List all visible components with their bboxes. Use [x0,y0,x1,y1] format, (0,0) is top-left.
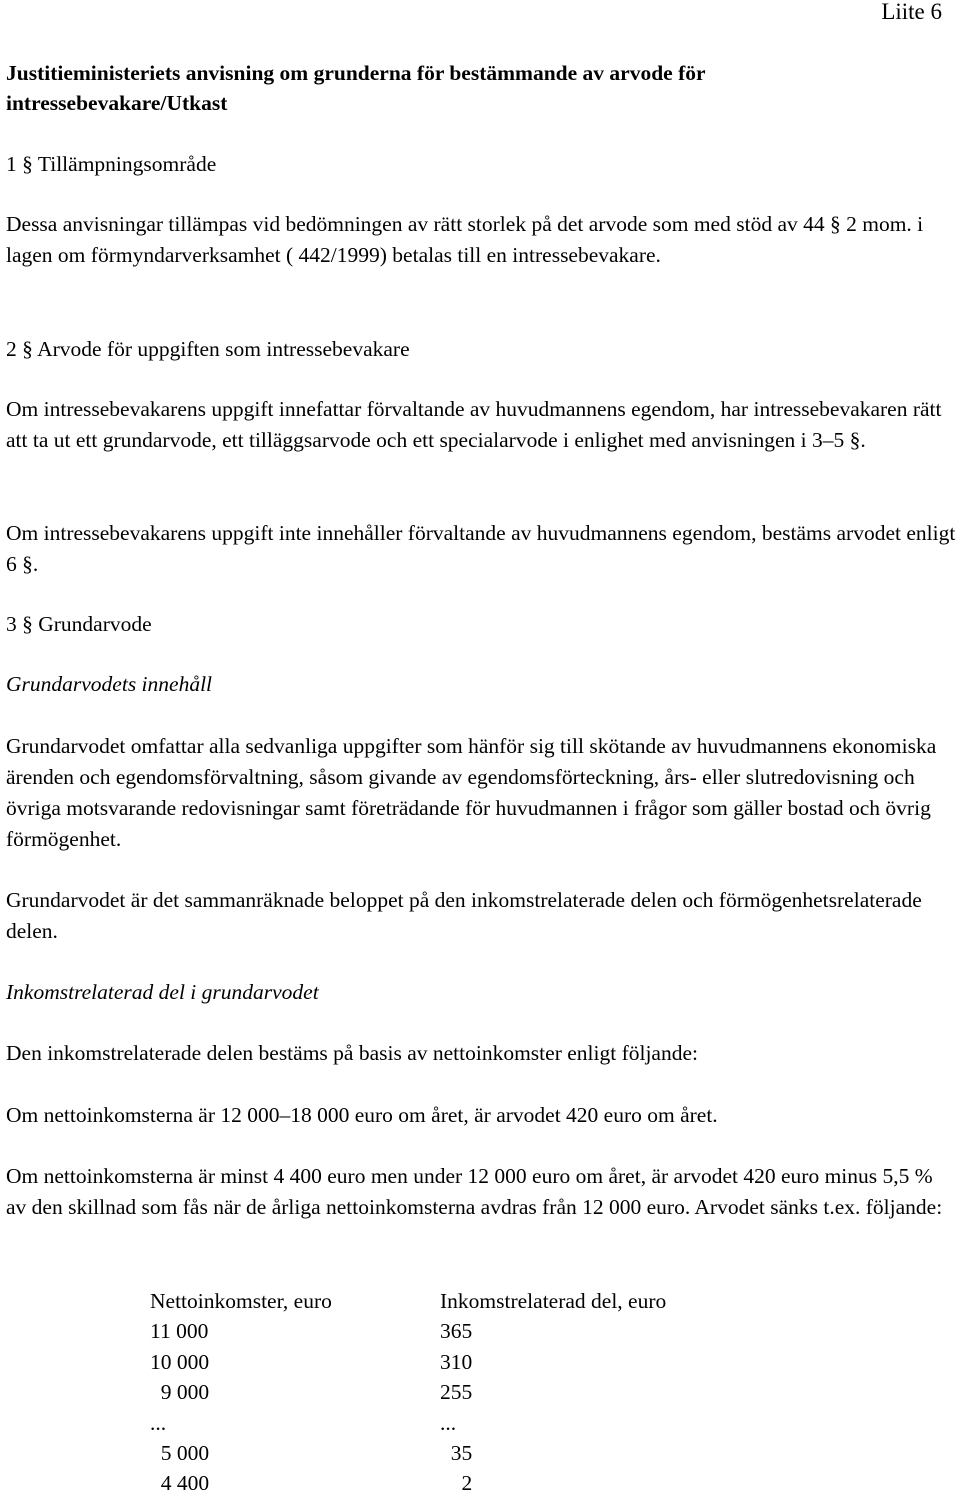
section-3-paragraph-1: Grundarvodet omfattar alla sedvanliga uppgifter som hänför sig till skötande av huvudmannens ekonomiska ärenden och egendomsförvaltning, såsom givande av egendomsförteckning, års- eller slutredovisning och övriga motsvarande redovisningar samt företrädande för huvudmannen i frågor som gäller bostad och övrig förmögenhet. [6,734,937,851]
section-3-subheading-contents: Grundarvodets innehåll [6,672,213,696]
fee-table [150,1286,770,1499]
fee-table-header-income: Nettoinkomster, euro [150,1289,332,1313]
table-row [150,1316,770,1346]
table-cell-fee: 310 [440,1349,473,1374]
section-3-heading: 3 § Grundarvode [6,612,152,636]
table-row [150,1468,770,1498]
table-cell-fee: 255 [440,1380,473,1405]
section-2-paragraph-2: Om intressebevakarens uppgift inte innehåller förvaltande av huvudmannens egendom, bestäms arvodet enligt 6 §. [6,521,956,576]
table-cell-income: 9 000 [150,1380,210,1405]
section-1-heading: 1 § Tillämpningsområde [6,152,217,176]
table-row [150,1377,770,1407]
title-line-1: Justitieministeriets anvisning om grunderna för bestämmande av arvode för [6,61,706,85]
table-cell-income: 4 400 [150,1471,210,1496]
section-3-subheading-income: Inkomstrelaterad del i grundarvodet [6,980,319,1004]
document-title [6,58,706,118]
table-cell-fee: ... [440,1410,457,1435]
table-cell-fee: 35 [440,1440,473,1465]
section-3-paragraph-2: Grundarvodet är det sammanräknade beloppet på den inkomstrelaterade delen och förmögenhetsrelaterade delen. [6,888,922,943]
section-3-paragraph-3: Den inkomstrelaterade delen bestäms på basis av nettoinkomster enligt följande: [6,1041,698,1065]
attachment-label: Liite 6 [881,0,942,24]
table-cell-income: ... [150,1410,167,1435]
table-row [150,1347,770,1377]
fee-table-header-fee: Inkomstrelaterad del, euro [440,1289,667,1313]
section-2-heading: 2 § Arvode för uppgiften som intressebevakare [6,337,410,361]
table-row [150,1408,770,1438]
section-3-paragraph-4: Om nettoinkomsterna är 12 000–18 000 euro om året, är arvodet 420 euro om året. [6,1103,718,1127]
section-2-paragraph-1: Om intressebevakarens uppgift innefattar förvaltande av huvudmannens egendom, har intressebevakaren rätt att ta ut ett grundarvode, ett tilläggsarvode och ett specialarvode i enlighet med anvisningen i 3–5 §. [6,397,942,452]
title-line-2: intressebevakare/Utkast [6,91,228,115]
section-3-paragraph-5: Om nettoinkomsterna är minst 4 400 euro men under 12 000 euro om året, är arvodet 420 euro minus 5,5 % av den skillnad som fås när de årliga nettoinkomsterna avdras från 12 000 euro. Arvodet sänks t.ex. följande: [6,1164,943,1219]
section-1-paragraph: Dessa anvisningar tillämpas vid bedömningen av rätt storlek på det arvode som med stöd av 44 § 2 mom. i lagen om förmyndarverksamhet ( 442/1999) betalas till en intressebevakare. [6,212,924,267]
fee-table-header [150,1286,770,1316]
table-cell-income: 5 000 [150,1440,210,1465]
table-cell-fee: 365 [440,1319,473,1344]
table-cell-income: 11 000 [150,1319,209,1344]
table-cell-income: 10 000 [150,1349,210,1374]
table-cell-fee: 2 [440,1471,473,1496]
table-row [150,1438,770,1468]
